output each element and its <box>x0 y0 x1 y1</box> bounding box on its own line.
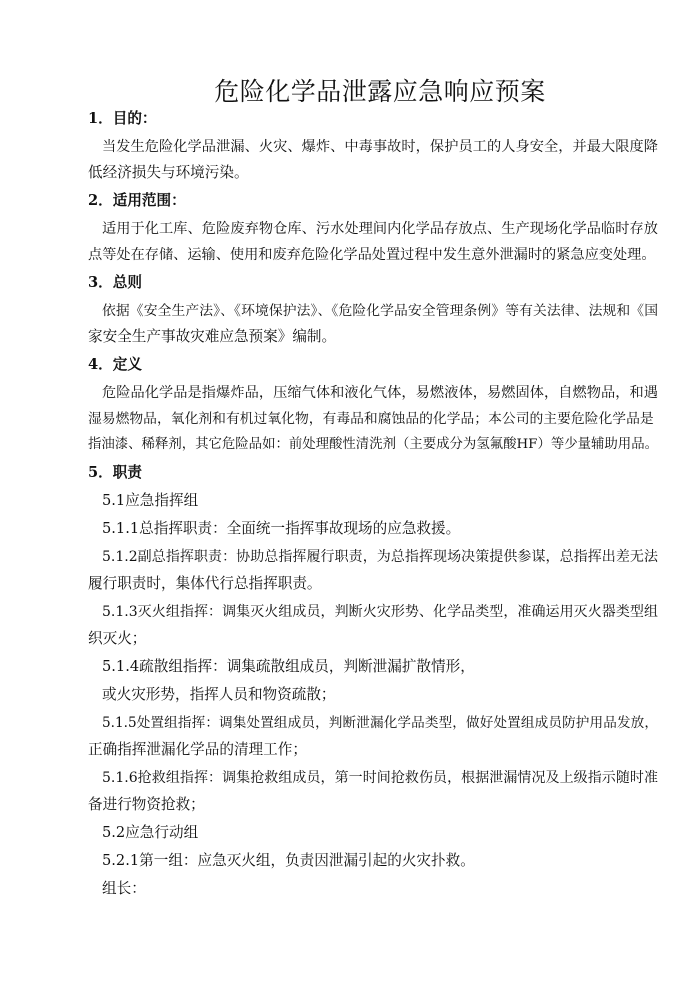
paragraph-line: 5.1.4疏散组指挥：调集疏散组成员，判断泄漏扩散情形， <box>102 658 475 675</box>
paragraph-line: 正确指挥泄漏化学品的清理工作； <box>88 741 307 758</box>
subsection-heading: 5.2应急行动组 <box>102 824 199 841</box>
paragraph-line: 5.1.5处置组指挥：调集处置组成员，判断泄漏化学品类型，做好处置组成员防护用品发放， <box>102 715 658 731</box>
paragraph-line: 家安全生产事故灾难应急预案》编制。 <box>88 328 337 345</box>
paragraph-line: 备进行物资抢救； <box>88 796 205 813</box>
paragraph-line: 当发生危险化学品泄漏、火灾、爆炸、中毒事故时，保护员工的人身安全，并最大限度降 <box>102 139 658 155</box>
paragraph-line: 或火灾形势，指挥人员和物资疏散； <box>102 686 336 703</box>
paragraph-line: 依据《安全生产法》、《环境保护法》、《危险化学品安全管理条例》等有关法律、法规和《国 <box>102 303 658 319</box>
paragraph-line: 5.2.1第一组：应急灭火组，负责因泄漏引起的火灾扑救。 <box>102 852 475 869</box>
section-heading-duties: 5．职责 <box>88 464 142 481</box>
paragraph-line: 5.1.3灭火组指挥：调集灭火组成员，判断火灾形势、化学品类型，准确运用灭火器类型组 <box>102 604 658 620</box>
paragraph-line: 湿易燃物品，氧化剂和有机过氧化物，有毒品和腐蚀品的化学品；本公司的主要危险化学品是 <box>88 411 654 427</box>
section-heading-definition: 4．定义 <box>88 356 142 373</box>
paragraph-line: 5.1.2副总指挥职责：协助总指挥履行职责，为总指挥现场决策提供参谋，总指挥出差无法 <box>102 549 658 565</box>
subsection-heading: 5.1应急指挥组 <box>102 492 199 509</box>
paragraph-line: 组长： <box>102 880 146 897</box>
section-heading-scope: 2．适用范围： <box>88 192 186 209</box>
paragraph-line: 5.1.6抢救组指挥：调集抢救组成员，第一时间抢救伤员，根据泄漏情况及上级指示随时准 <box>102 770 658 786</box>
section-heading-general: 3．总则 <box>88 274 142 291</box>
paragraph-line: 指油漆、稀释剂，其它危险品如：前处理酸性清洗剂（主要成分为氢氟酸HF）等少量辅助用品。 <box>88 437 658 452</box>
paragraph-line: 危险品化学品是指爆炸品，压缩气体和液化气体，易燃液体，易燃固体，自燃物品，和遇 <box>102 385 658 401</box>
paragraph-line: 适用于化工库、危险废弃物仓库、污水处理间内化学品存放点、生产现场化学品临时存放 <box>102 221 658 237</box>
paragraph-line: 点等处在存储、运输、使用和废弃危险化学品处置过程中发生意外泄漏时的紧急应变处理。 <box>88 247 656 263</box>
paragraph-line: 织灭火； <box>88 630 147 647</box>
paragraph-line: 5.1.1总指挥职责：全面统一指挥事故现场的应急救援。 <box>102 520 461 537</box>
paragraph-line: 低经济损失与环境污染。 <box>88 164 249 181</box>
section-heading-purpose: 1．目的： <box>88 110 157 127</box>
document-title: 危险化学品泄露应急响应预案 <box>214 77 546 106</box>
paragraph-line: 履行职责时，集体代行总指挥职责。 <box>88 575 322 592</box>
